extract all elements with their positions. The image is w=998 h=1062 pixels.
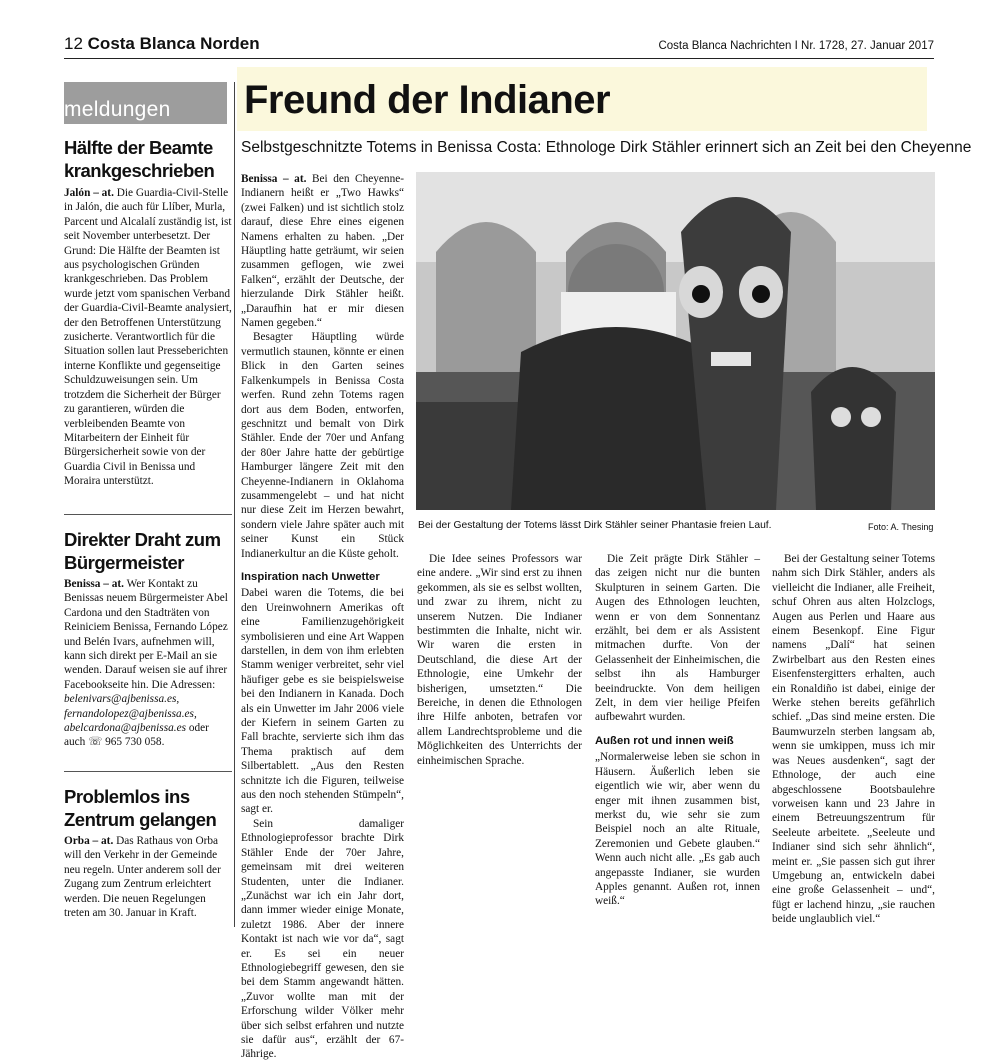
brief-dateline: Orba – at. xyxy=(64,835,114,847)
page-number: 12 xyxy=(64,34,83,53)
brief-divider xyxy=(64,771,232,772)
article-paragraph: Dabei waren die Totems, die bei den Ureinwohnern Amerikas oft eine Familienzugehörigkeit symbolisieren und eine Art Wappen darstellen, in dem von ihm erlebten Stamm weniger verbreitet, sehr viel häufiger gebe es sie beispielsweise bei den Indianern in Kanada. Doch als ein Unwetter im Jahr 2006 viele der Kiefern in seinem Garten zu Fall brachte, servierte sich ihm das Thema praktisch auf dem Silbertablett. „Aus den Resten schnitzte ich die Figuren, teilweise aus den noch stehenden Stümpeln“, sagt er. xyxy=(241,587,404,816)
brief-text: Wer Kontakt zu Benissas neuem Bürgermeister Abel Cardona und den Stadträten von Reiniciem Benissa, Fernando López und Belén Ivars, aufnehmen will, kann sich direkt per E-Mail an sie wenden. Darauf weisen sie auf ihrer Facebookseite hin. Die Adressen: xyxy=(64,578,228,691)
photo-illustration xyxy=(416,172,935,510)
article-column-1 xyxy=(241,172,404,1062)
brief-emails: belenivars@ajbenissa.es, fernandolopez@ajbenissa.es, abelcardona@ajbenissa.es xyxy=(64,693,197,735)
article-paragraph: Bei der Gestaltung seiner Totems nahm sich Dirk Stähler, anders als vielleicht die Indianer, alle Freiheit, schuf Ohren aus alten Holzclogs, Augen aus Perlen und Haare aus einem Besenkopf. Eine Figur namens „Dalí“ hat seinen Zwirbelbart aus den Resten eines Eisenfenstergitters erhalten, auch ein Ronaldiño ist dabei, einige der Werke stehen bereits gefährlich schief. „Das sind meine ersten. Die Baumwurzeln sterben langsam ab, wenn sie umkippen, muss ich mir was Neues ausdenken“, sagt der Ethnologe, der auch eine abgeschlossene Bootsbaulehre vorweisen kann und 23 Jahre in einem Betreuungszentrum für Seeleute arbeitete. „Seeleute und Indianer sind sich sehr ähnlich“, meint er. „Sie passen sich gut ihrer Umgebung an, entwickeln dabei eine große Gelassenheit – und“, fügt er lachend hinzu, „sie rauchen beide unglaublich viel.“ xyxy=(772,553,935,926)
brief-dateline: Jalón – at. xyxy=(64,187,114,199)
brief-divider xyxy=(64,514,232,515)
publication-info: Costa Blanca Nachrichten I Nr. 1728, 27. Januar 2017 xyxy=(658,40,934,52)
section-name: Costa Blanca Norden xyxy=(87,34,260,53)
brief-text: Das Rathaus von Orba will den Verkehr in der Gemeinde neu regeln. Unter anderem soll der Zugang zum Zentrum erleichtert werden. Die neuen Regelungen treten am 30. Januar in Kraft. xyxy=(64,835,221,920)
brief-headline: Direkter Draht zum Bürgermeister xyxy=(64,529,221,573)
brief-headline: Problemlos ins Zentrum gelangen xyxy=(64,786,217,830)
article-subheading: Inspiration nach Unwetter xyxy=(241,570,380,583)
article-paragraph: Die Zeit prägte Dirk Stähler – das zeigen nicht nur die bunten Skulpturen in seinem Garten. Die Augen des Ethnologen leuchten, wenn er von dem Sonnentanz erzählt, bei dem er als Assistent mitmachen durfte. Von der Gelassenheit der Einheimischen, die selbst ihn als Hamburger beeindruckte. Von dem heiligen Zelt, in dem vier heilige Pfeifen aufbewahrt wurden. xyxy=(595,553,760,724)
article-subtitle: Selbstgeschnitzte Totems in Benissa Costa: Ethnologe Dirk Stähler erinnert sich an Zeit bei den Cheyenne xyxy=(241,139,972,156)
article-paragraph: Bei den Cheyenne-Indianern heißt er „Two Hawks“ (zwei Falken) und ist sichtlich stolz darauf, diese Ehre eines eigenen Namens erhalten zu haben. „Der Häuptling hatte geträumt, wir seien zusammen geflogen, wie zwei Falken“, erzählt der Deutsche, der hierzulande Dirk Stähler heißt. „Daraufhin hat er mir diesen Namen gegeben.“ xyxy=(241,173,404,330)
page-header xyxy=(64,34,260,54)
article-column-3 xyxy=(595,552,760,909)
article-subheading: Außen rot und innen weiß xyxy=(595,734,734,747)
brief-tail: oder auch ☏ 965 730 058. xyxy=(64,722,209,749)
meldungen-label: meldungen xyxy=(64,98,171,121)
column-rule xyxy=(234,82,235,927)
article-paragraph: „Normalerweise leben sie schon in Häusern. Äußerlich leben sie eigentlich wie wir, aber wenn du enger mit ihnen zusammen bist, merkst du, wie sehr sie zum Beispiel noch an alte Rituale, Zeremonien und Gebete glauben.“ Wenn auch nicht alle. „Es gab auch angepasste Indianer, sie wurden Apples genannt. Außen rot, innen weiß.“ xyxy=(595,751,760,908)
article-photo xyxy=(416,172,935,510)
photo-credit: Foto: A. Thesing xyxy=(868,522,934,532)
article-column-4 xyxy=(772,552,935,932)
article-dateline: Benissa – at. xyxy=(241,173,307,185)
brief-body xyxy=(64,577,232,750)
brief-body xyxy=(64,186,232,489)
article-column-2 xyxy=(417,552,582,930)
brief-body xyxy=(64,834,232,920)
article-paragraph: Besagter Häuptling würde vermutlich staunen, könnte er einen Blick in den Garten seines Falkenkumpels in Benissa Costa werfen. Rund zehn Totems ragen dort aus dem Boden, entworfen, geschnitzt und bemalt von Dirk Stähler. Ende der 70er und Anfang der 80er Jahre hatte der gebürtige Hamburger längere Zeit mit den Cheyenne-Indianern in Oklahoma zusammengelebt – und hat nicht nur diese Zeit im Herzen bewahrt, sondern viele Jahre später auch mit seiner Kunst ein Stück Indianerkultur an die Küste geholt. xyxy=(241,331,404,560)
article-paragraph: Die Idee seines Professors war eine andere. „Wir sind erst zu ihnen gekommen, als sie es selbst wollten, und zwar zu ihrem, nicht zu unserem Nutzen. Die Indianer bestimmten die Inhalte, nicht wir. Wir waren die ersten in Deutschland, die diese Art der Ethnologie, eine Umkehr der bisherigen, umsetzten.“ Die Bereiche, in denen die Ethnologen ihre Hilfe anboten, betrafen vor allem Landrechtsprobleme und die Möglichkeiten des Unterrichts der einheimischen Sprache. xyxy=(417,553,582,767)
brief-dateline: Benissa – at. xyxy=(64,578,124,590)
header-rule xyxy=(64,58,934,59)
article-title: Freund der Indianer xyxy=(244,78,611,122)
brief-headline: Hälfte der Beamte krankgeschrieben xyxy=(64,137,215,181)
photo-caption: Bei der Gestaltung der Totems lässt Dirk Stähler seiner Phantasie freien Lauf. xyxy=(418,520,772,531)
brief-text: Die Guardia-Civil-Stelle in Jalón, die auch für Llíber, Murla, Parcent und Alcalalí zuständig ist, ist seit November unterbesetzt. Der Grund: Die Hälfte der Beamten ist aus psychologischen Gründen krankgeschrieben. Das Problem wurde jetzt vom spanischen Verband der Guardia-Civil-Beamte analysiert, der den Betroffenen Unterstützung zusicherte. Verantwortlich für die Situation sollen laut Presseberichten interne Konflikte und gegenseitige Schuldzuweisungen sein. Um trotzdem die Sicherheit der Bürger zu garantieren, würden die verbleibenden Beamte von Mitarbeitern der Einheit für Bürgersicherheit sowie von der Guardia Civil in Benissa und Moraira unterstützt. xyxy=(64,187,232,488)
article-paragraph: Sein damaliger Ethnologieprofessor brachte Dirk Stähler Ende der 70er Jahre, gemeinsam mit drei weiteren Studenten, unter die Indianer. „Zunächst war ich ein Jahr dort, dann immer wieder einige Monate, zuletzt 1986. Aber der innere Kontakt ist nach wie vor da“, sagt er. Es sei ein neuer Ethnologiebegriff gewesen, den sie bei dem Stamm angewandt hätten. „Zuvor wollte man mit der Erforschung wilder Völker mehr über sich selbst erfahren und nutzte sie dafür aus“, erzählt der 67-Jährige. xyxy=(241,817,404,1061)
